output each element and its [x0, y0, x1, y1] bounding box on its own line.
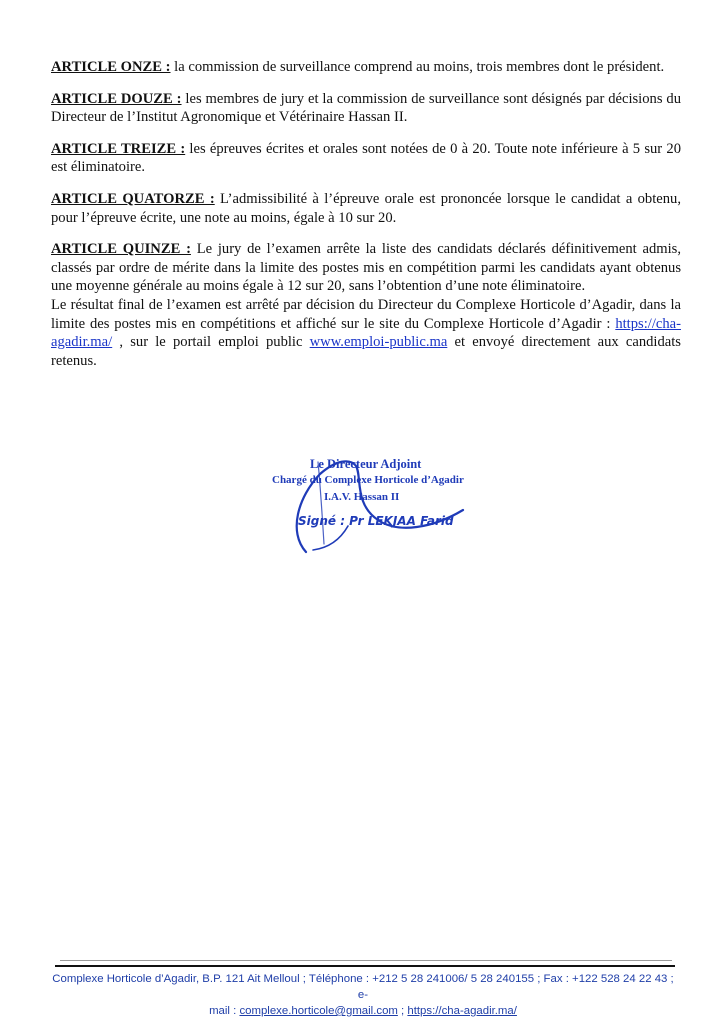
articles-section	[51, 58, 681, 383]
footer-contact-line: Complexe Horticole d’Agadir, B.P. 121 Ait Melloul ; Téléphone : +212 5 28 241006/ 5 28 240155 ; Fax : +122 528 24 22 43 ; e-	[52, 973, 674, 1001]
article-onze	[51, 58, 681, 77]
article-text: la commission de surveillance comprend au moins, trois membres dont le président.	[170, 59, 665, 75]
footer-divider	[55, 965, 675, 967]
footer-separator: ;	[397, 1005, 408, 1017]
article-paragraph	[51, 190, 681, 227]
article-text: L’admissibilité à l’épreuve orale est prononcée lorsque le candidat a obtenu, pour l’épreuve écrite, une note au moins, égale à 10 sur 20.	[51, 190, 682, 226]
signature-institute: I.A.V. Hassan II	[324, 491, 400, 503]
article-douze	[51, 90, 681, 127]
article-heading: ARTICLE QUATORZE :	[51, 190, 215, 207]
footer-divider-thin	[60, 960, 672, 961]
article-paragraph	[51, 90, 681, 127]
article-quatorze	[51, 190, 681, 227]
article-heading: ARTICLE QUINZE :	[51, 241, 191, 258]
result-paragraph	[51, 296, 681, 370]
footer-mail-label: mail :	[209, 1005, 240, 1017]
article-heading: ARTICLE DOUZE :	[51, 90, 182, 107]
signature-signed: Signé : Pr LEKJAA Farid	[298, 514, 454, 528]
footer-contact-line-2	[50, 1003, 676, 1019]
article-paragraph	[51, 58, 681, 77]
article-heading: ARTICLE ONZE :	[51, 59, 171, 75]
footer-website-link[interactable]: https://cha-agadir.ma/	[407, 1005, 517, 1017]
article-heading: ARTICLE TREIZE :	[51, 140, 186, 157]
article-treize	[51, 140, 681, 177]
page-footer	[50, 971, 676, 1019]
article-text: les épreuves écrites et orales sont notées de 0 à 20. Toute note inférieure à 5 sur 20 est éliminatoire.	[51, 140, 681, 176]
signature-stamp	[258, 452, 488, 562]
cha-website-link[interactable]: https://cha-agadir.ma/	[51, 315, 681, 351]
article-paragraph	[51, 240, 681, 296]
emploi-public-link[interactable]: www.emploi-public.ma	[309, 334, 448, 351]
article-paragraph	[51, 140, 681, 177]
signature-title: Le Directeur Adjoint	[310, 457, 422, 471]
article-text: les membres de jury et la commission de surveillance sont désignés par décisions du Directeur de l’Institut Agronomique et Vétérinaire Hassan II.	[51, 90, 681, 126]
result-text: Le résultat final de l’examen est arrêté par décision du Directeur du Complexe Horticole d’Agadir, dans la limite des postes mis en compétitions et affiché sur le site du Complexe Horticole d’Agadir :	[51, 296, 681, 332]
result-text: , sur le portail emploi public	[112, 334, 310, 351]
signature-office: Chargé du Complexe Horticole d’Agadir	[272, 474, 464, 486]
article-text: Le jury de l’examen arrête la liste des candidats déclarés définitivement admis, classés par ordre de mérite dans la limite des postes mis en compétition parmi les candidats ayant obtenus une moyenne générale au moins égale à 12 sur 20, sans l’obtention d’une note éliminatoire.	[51, 241, 681, 295]
article-quinze	[51, 240, 681, 370]
result-text: et envoyé directement aux candidats retenus.	[51, 334, 681, 369]
footer-email-link[interactable]: complexe.horticole@gmail.com	[239, 1005, 398, 1017]
